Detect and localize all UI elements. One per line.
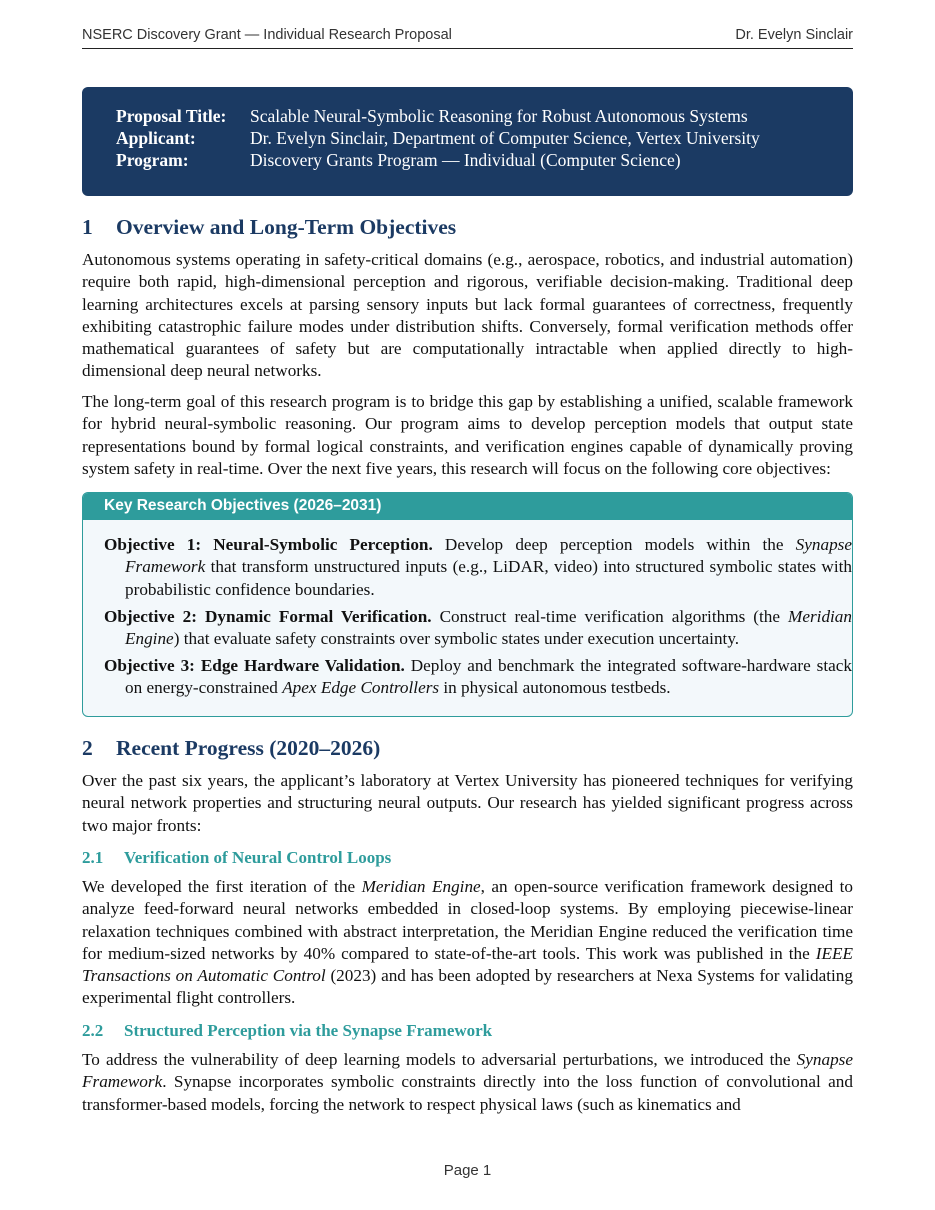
- objective-emphasis: Meridian Engine: [125, 607, 852, 649]
- paragraph-text: , an open-source verification framework designed to analyze feed-forward neural networks embedded in closed-loop systems. By employing piecewise-linear relaxation techniques combined with abstract interpretation, the Meridian Engine reduced the verification time for medium-sized networks by 40% compared to state-of-the-art tools. This work was published in the: [82, 877, 853, 963]
- subsection-2-1-paragraph: [82, 876, 853, 1010]
- subsection-2-1-heading: [82, 848, 391, 868]
- program-value: Discovery Grants Program — Individual (Computer Science): [250, 150, 681, 170]
- section-2-heading: [82, 736, 380, 761]
- program-label: Program:: [116, 150, 189, 170]
- applicant-label: Applicant:: [116, 128, 196, 148]
- paragraph-text: We developed the first iteration of the: [82, 877, 362, 896]
- paragraph-emphasis: IEEE Transactions on Automatic Control: [82, 943, 853, 986]
- objective-emphasis: Synapse Framework: [125, 535, 852, 577]
- header-author: Dr. Evelyn Sinclair: [735, 27, 853, 43]
- paragraph-emphasis: Meridian Engine: [361, 877, 481, 896]
- objective-text: Construct real-time verification algorithms (the: [431, 607, 789, 626]
- banner-title-row: [116, 106, 748, 127]
- objective-text: in physical autonomous testbeds.: [439, 678, 671, 698]
- objective-label: Objective 1: Neural-Symbolic Perception.: [104, 535, 433, 554]
- section-title: Recent Progress (2020–2026): [116, 736, 381, 760]
- section-1-paragraph-2: The long-term goal of this research program is to bridge this gap by establishing a unified, scalable framework for hybrid neural-symbolic reasoning. Our program aims to develop perception models that output state representations bound by formal logical constraints, and verification engines capable of dynamically proving system safety in real-time. Over the next five years, this research will focus on the following core objectives:: [82, 392, 853, 478]
- subsection-number: 2.1: [82, 848, 104, 867]
- page-number: Page 1: [443, 1162, 492, 1179]
- objective-text: ) that evaluate safety constraints over symbolic states under execution uncertainty.: [173, 629, 740, 649]
- objective-label: Objective 3: Edge Hardware Validation.: [104, 656, 405, 675]
- section-1-paragraph-1: Autonomous systems operating in safety-critical domains (e.g., aerospace, robotics, and industrial automation) require both rapid, high-dimensional perception and rigorous, verifiable decision-making. Traditional deep learning architectures excels at parsing sensory inputs but lack formal guarantees of correctness, frequently exhibiting catastrophic failure modes under distribution shifts. Conversely, formal verification methods offer mathematical guarantees of safety but are computationally intractable when applied directly to high-dimensional deep neural networks.: [82, 250, 853, 381]
- banner-program-row: [116, 150, 681, 171]
- applicant-value: Dr. Evelyn Sinclair, Department of Computer Science, Vertex University: [250, 128, 760, 148]
- subsection-title: Structured Perception via the Synapse Framework: [124, 1021, 493, 1040]
- subsection-number: 2.2: [82, 1021, 104, 1040]
- objective-item: [104, 655, 852, 700]
- objectives-box: [82, 492, 853, 717]
- objective-emphasis: Apex Edge Controllers: [282, 678, 440, 698]
- objective-item: [104, 534, 852, 601]
- objectives-heading: Key Research Objectives (2026–2031): [83, 493, 852, 520]
- subsection-2-2-heading: [82, 1021, 492, 1041]
- section-1-heading: [82, 215, 456, 240]
- paragraph-text: To address the vulnerability of deep learning models to adversarial perturbations, we introduced the: [82, 1050, 797, 1069]
- paragraph-text: (2023) and has been adopted by researchers at Nexa Systems for validating experimental flight controllers.: [82, 966, 853, 1008]
- running-header: [82, 27, 853, 49]
- section-title: Overview and Long-Term Objectives: [116, 215, 457, 239]
- subsection-title: Verification of Neural Control Loops: [124, 848, 392, 867]
- banner-applicant-row: [116, 128, 760, 149]
- proposal-info-banner: [82, 87, 853, 196]
- proposal-title-value: Scalable Neural-Symbolic Reasoning for Robust Autonomous Systems: [250, 106, 748, 126]
- section-number: 1: [82, 215, 93, 239]
- subsection-2-2-paragraph: [82, 1049, 853, 1116]
- header-title: NSERC Discovery Grant — Individual Research Proposal: [82, 27, 452, 43]
- objective-label: Objective 2: Dynamic Formal Verification.: [104, 607, 432, 626]
- paragraph-emphasis: Synapse Framework: [82, 1050, 853, 1092]
- objective-text: that transform unstructured inputs (e.g., LiDAR, video) into structured symbolic states with probabilistic confidence boundaries.: [125, 557, 852, 599]
- section-number: 2: [82, 736, 93, 760]
- objective-text: Deploy and benchmark the integrated software-hardware stack on energy-constrained: [125, 656, 852, 698]
- objective-text: Develop deep perception models within the: [432, 535, 796, 554]
- objective-item: [104, 606, 852, 651]
- proposal-title-label: Proposal Title:: [116, 106, 227, 126]
- section-2-paragraph-1: Over the past six years, the applicant’s laboratory at Vertex University has pioneered techniques for verifying neural network properties and structuring neural outputs. Our research has yielded significant progress across two major fronts:: [82, 771, 853, 835]
- paragraph-text: . Synapse incorporates symbolic constraints directly into the loss function of convolutional and transformer-based models, forcing the network to respect physical laws (such as kinematics and: [82, 1072, 853, 1114]
